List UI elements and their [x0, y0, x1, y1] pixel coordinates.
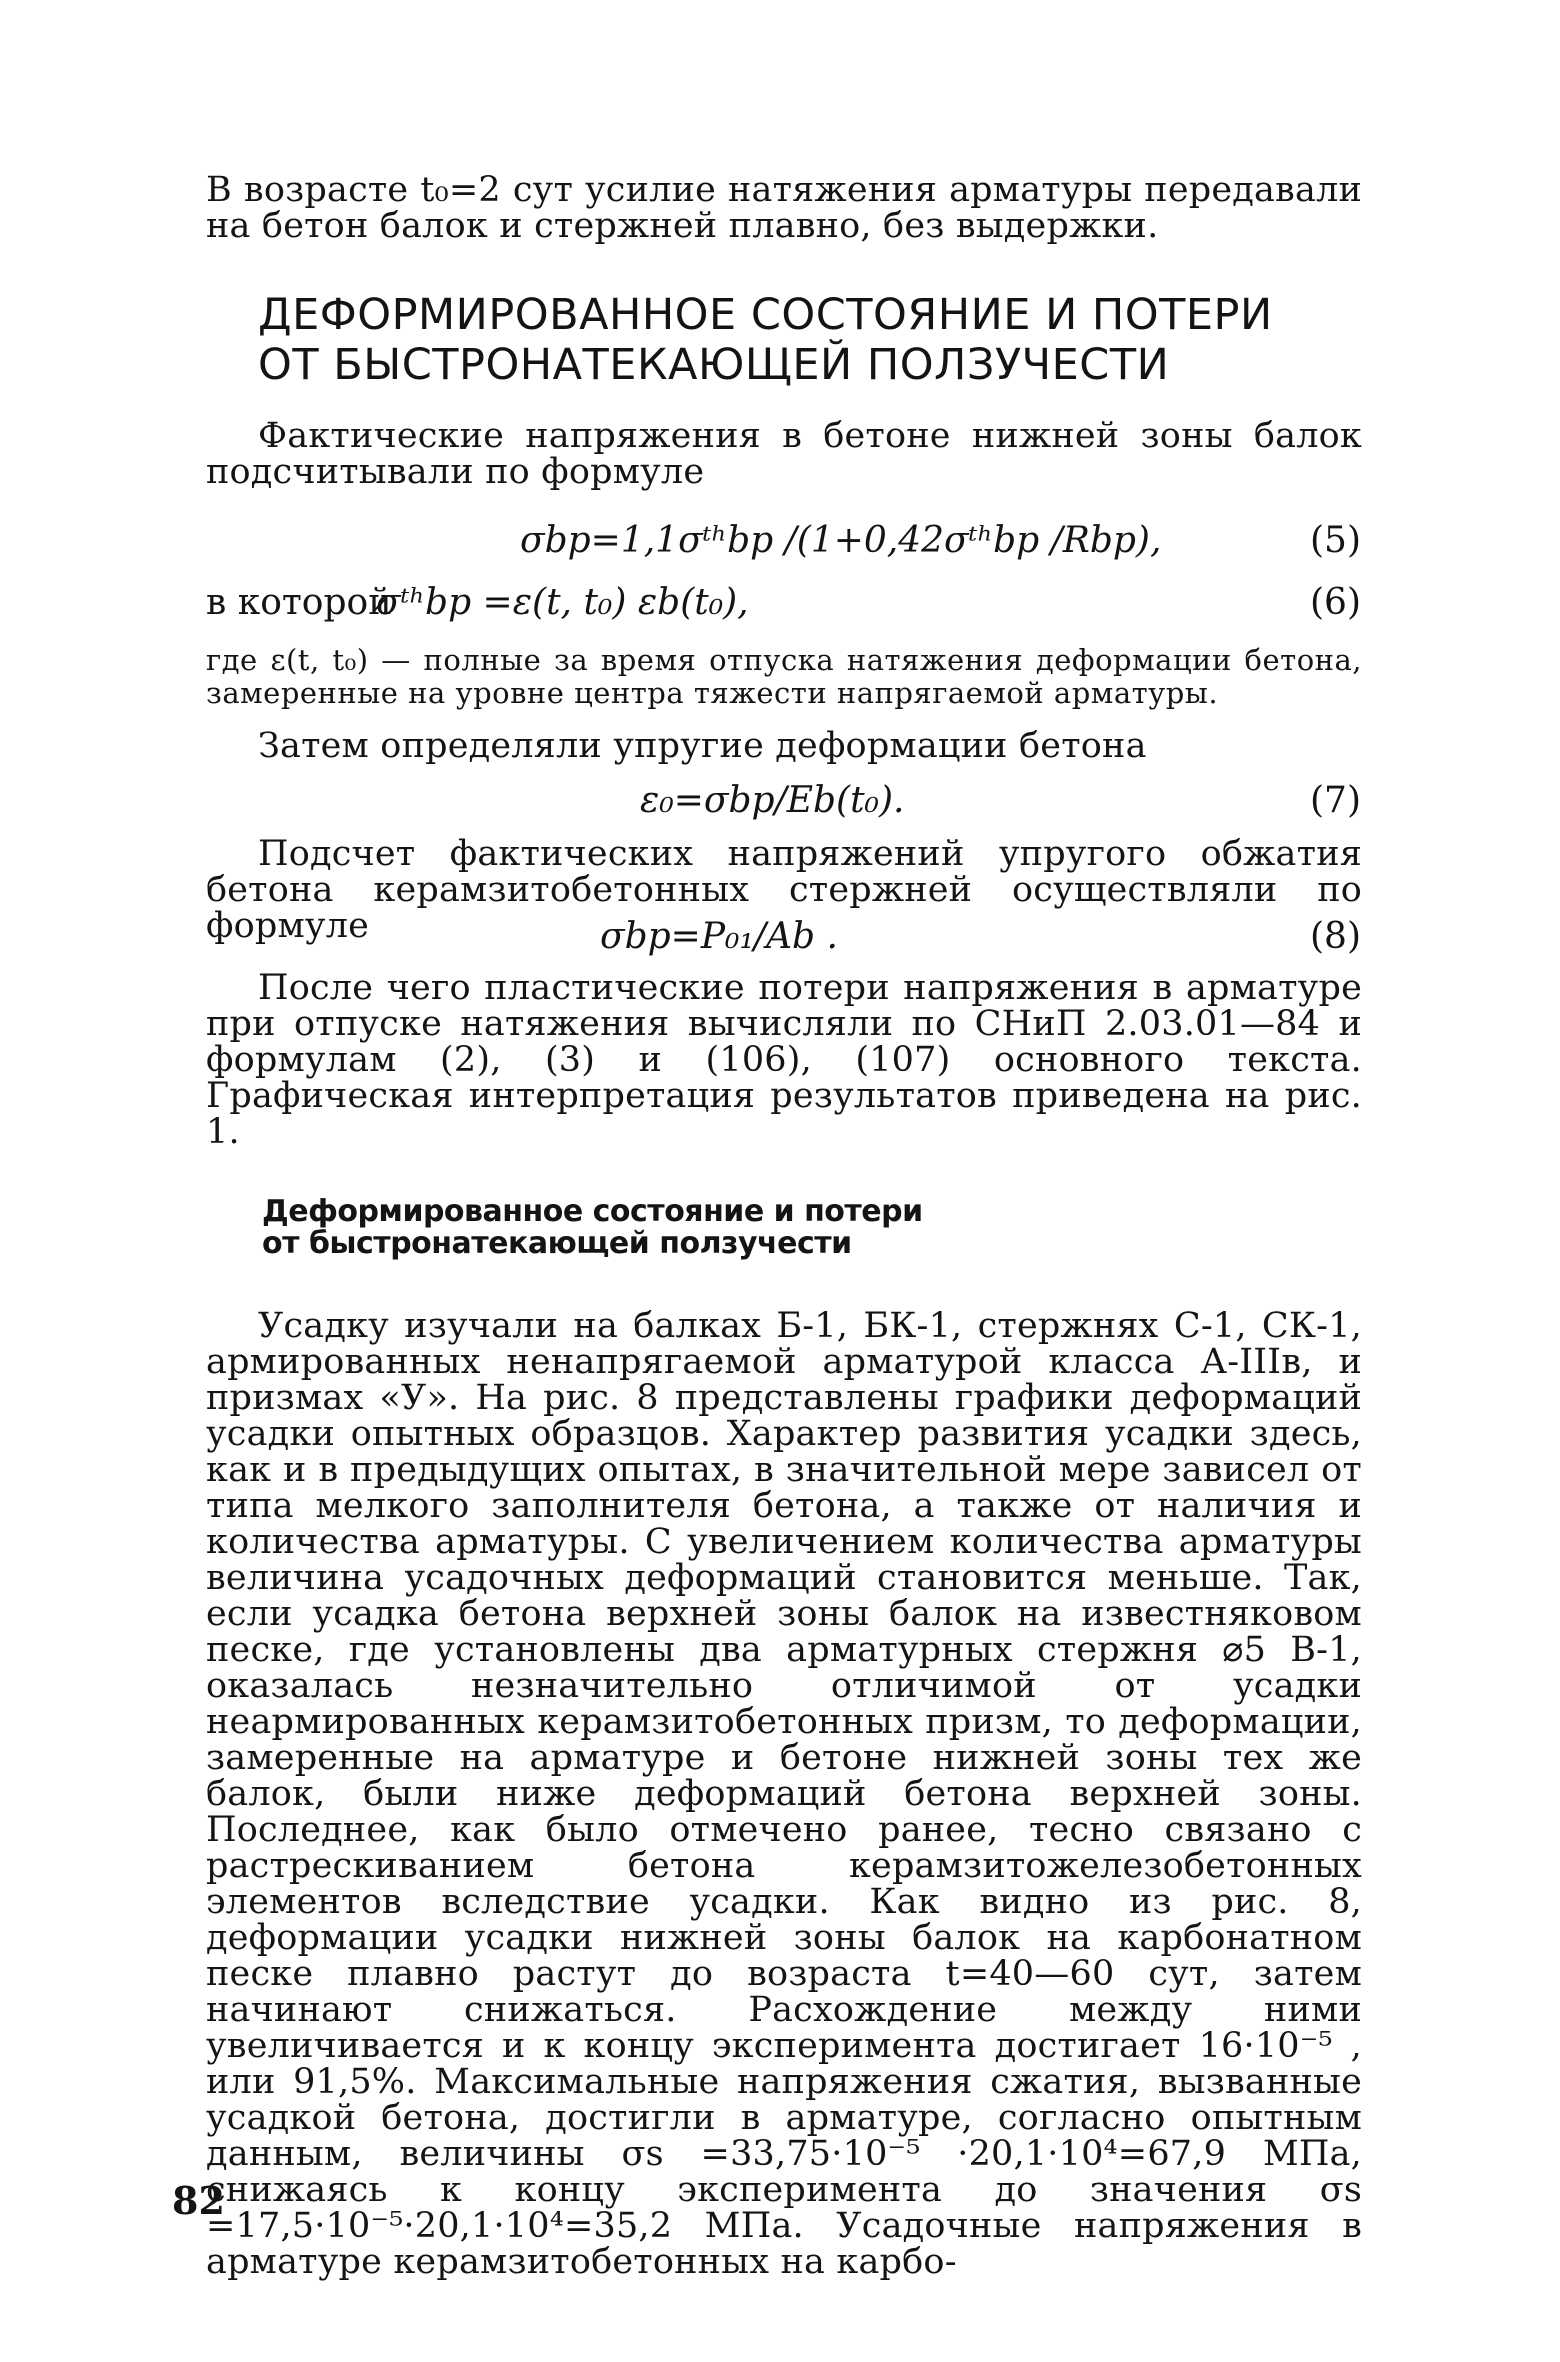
subheading-line-2: от быстронатекающей ползучести [262, 1226, 852, 1261]
elastic-paragraph: Затем определяли упругие деформации бетона [258, 726, 1147, 766]
losses-paragraph: После чего пластические потери напряжения в арматуре при отпуске натяжения вычисляли по СНиП 2.03.01—84 и формулам (2), (3) и (106), (107) основного текста. Графическая интерпретация результатов приведена на рис. 1. [206, 968, 1362, 1152]
intro-paragraph: В возрасте t₀=2 сут усилие натяжения арматуры передавали на бетон балок и стержней плавно, без выдержки. [206, 170, 1362, 246]
section-heading [258, 290, 1358, 390]
formula-8: σbp=P₀₁/Ab . [600, 916, 838, 957]
formula-intro-paragraph: Фактические напряжения в бетоне нижней зоны балок подсчитывали по формуле [206, 416, 1362, 492]
section-heading-line-1: ДЕФОРМИРОВАННОЕ СОСТОЯНИЕ И ПОТЕРИ [258, 290, 1273, 340]
formula-7-number: (7) [1310, 780, 1361, 821]
formula-8-number: (8) [1310, 916, 1361, 957]
formula-7: ε₀=σbp/Eb(t₀). [640, 780, 905, 821]
formula-5-number: (5) [1310, 520, 1361, 561]
section-heading-line-2: ОТ БЫСТРОНАТЕКАЮЩЕЙ ПОЛЗУЧЕСТИ [258, 340, 1170, 390]
formula-6-number: (6) [1310, 582, 1361, 623]
shrinkage-paragraph: Усадку изучали на балках Б-1, БК-1, стержнях С-1, СК-1, армированных ненапрягаемой арматурой класса А-IIIв, и призмах «У». На рис. 8 представлены графики деформаций усадки опытных образцов. Характер развития усадки здесь, как и в предыдущих опытах, в значительной мере зависел от типа мелкого заполнителя бетона, а также от наличия и количества арматуры. С увеличением количества арматуры величина усадочных деформаций становится меньше. Так, если усадка бетона верхней зоны балок на известняковом песке, где установлены два арматурных стержня ⌀5 В-1, оказалась незначительно отличимой от усадки неармированных керамзитобетонных призм, то деформации, замеренные на арматуре и бетоне нижней зоны тех же балок, были ниже деформаций бетона верхней зоны. Последнее, как было отмечено ранее, тесно связано с растрескиванием бетона керамзитожелезобетонных элементов вследствие усадки. Как видно из рис. 8, деформации усадки нижней зоны балок на карбонатном песке плавно растут до возраста t=40—60 сут, затем начинают снижаться. Расхождение между ними увеличивается и к концу эксперимента достигает 16·10⁻⁵ , или 91,5%. Максимальные напряжения сжатия, вызванные усадкой бетона, достигли в арматуре, согласно опытным данным, величины σs =33,75·10⁻⁵ ·20,1·10⁴=67,9 МПа, снижаясь к концу эксперимента до значения σs =17,5·10⁻⁵·20,1·10⁴=35,2 МПа. Усадочные напряжения в арматуре керамзитобетонных на карбо- [206, 1306, 1362, 2282]
formula-5: σbp=1,1σᵗʰbp /(1+0,42σᵗʰbp /Rbp), [520, 520, 1162, 561]
subheading-line-1: Деформированное состояние и потери [262, 1194, 923, 1229]
compression-paragraph: Подсчет фактических напряжений упругого обжатия бетона керамзитобетонных стержней осуществляли по формуле [206, 834, 1362, 946]
formula-6: σᵗʰbp =ε(t, t₀) εb(t₀), [376, 582, 749, 623]
subheading [262, 1196, 1162, 1260]
page-number: 82 [172, 2178, 225, 2223]
formula-6-prefix: в которой [206, 582, 393, 623]
where-note: где ε(t, t₀) — полные за время отпуска натяжения деформации бетона, замеренные на уровне центра тяжести напрягаемой арматуры. [206, 643, 1362, 710]
